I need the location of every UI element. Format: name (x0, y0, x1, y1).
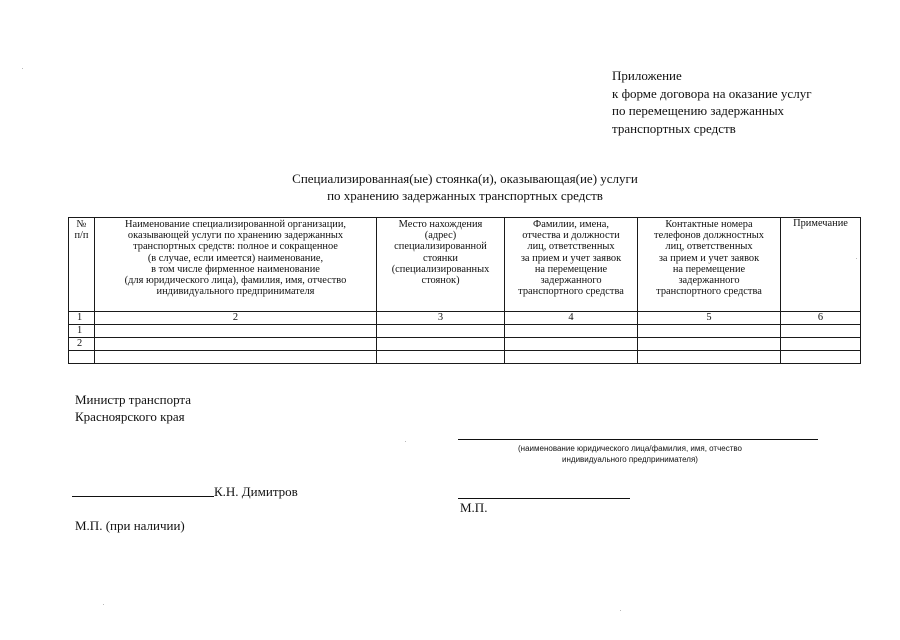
scan-speck (22, 68, 23, 69)
header-text: на перемещение (672, 263, 746, 275)
minister-title (75, 391, 191, 425)
table-cell (377, 351, 505, 364)
minister-line-2: Красноярского края (75, 409, 185, 424)
header-text: транспортного средства (656, 286, 762, 298)
header-text: индивидуального предпринимателя (156, 286, 315, 298)
table-cell (95, 325, 377, 338)
header-text: (в случае, если имеется) наименование, (147, 252, 324, 264)
header-text: Контактные номера (665, 219, 753, 230)
table-row (69, 351, 861, 364)
title-line-2: по хранению задержанных транспортных средств (327, 188, 603, 203)
header-text: телефонов должностных (654, 230, 764, 242)
header-text: (специализированных (391, 263, 490, 275)
header-text: задержанного (678, 275, 740, 287)
column-number: 2 (95, 312, 377, 325)
appendix-line: транспортных средств (612, 120, 736, 136)
table-header-row (69, 218, 861, 312)
legal-entity-signature-line (458, 439, 818, 440)
header-cell-location (377, 218, 505, 312)
column-number: 6 (781, 312, 861, 325)
document-title (150, 170, 780, 204)
header-text: оказывающей услуги по хранению задержанных (127, 230, 344, 242)
title-line-1: Специализированная(ые) стоянка(и), оказывающая(ие) услуги (292, 171, 638, 186)
table-cell (638, 325, 781, 338)
legal-note-line-2: индивидуального предпринимателя) (562, 455, 698, 464)
table-cell (69, 351, 95, 364)
minister-line-1: Министр транспорта (75, 392, 192, 407)
column-number: 4 (505, 312, 638, 325)
header-cell-contact-phones (638, 218, 781, 312)
column-number: 3 (377, 312, 505, 325)
header-text: Примечание (793, 218, 848, 229)
table-cell (377, 338, 505, 351)
right-signature-line (458, 498, 630, 499)
header-cell-responsible-persons (505, 218, 638, 312)
header-text: стоянки (423, 252, 458, 264)
stamp-place-right: М.П. (460, 500, 488, 515)
signer-name: К.Н. Димитров (214, 484, 298, 499)
table-cell (377, 325, 505, 338)
appendix-block (612, 67, 812, 137)
header-text: Наименование специализированной организации, (125, 219, 346, 230)
header-text: транспортного средства (518, 286, 624, 298)
table-cell (781, 338, 861, 351)
column-number: 5 (638, 312, 781, 325)
header-text: Место нахождения (398, 219, 483, 230)
table-cell (505, 338, 638, 351)
scan-speck (620, 610, 621, 611)
table-cell (638, 338, 781, 351)
table-cell (781, 351, 861, 364)
header-text: на перемещение (534, 263, 608, 275)
table-cell (505, 351, 638, 364)
parking-lots-table (68, 217, 861, 364)
table-cell (781, 325, 861, 338)
table-row (69, 325, 861, 338)
legal-note-line-1: (наименование юридического лица/фамилия, имя, отчество (518, 444, 742, 453)
header-text: в том числе фирменное наименование (151, 263, 320, 275)
legal-entity-caption (470, 443, 790, 465)
header-text: задержанного (540, 275, 602, 287)
table-cell (95, 338, 377, 351)
scan-speck (856, 258, 857, 259)
header-cell-note (781, 218, 861, 312)
appendix-line: к форме договора на оказание услуг (612, 85, 812, 101)
table-column-numbers-row (69, 312, 861, 325)
scan-speck (405, 441, 406, 442)
signature-blank-line (72, 495, 214, 497)
header-text: транспортных средств: полное и сокращенное (133, 241, 338, 253)
table-cell: 2 (69, 338, 95, 351)
header-text: лиц, ответственных (665, 241, 753, 253)
header-text: за прием и учет заявок (520, 252, 622, 264)
header-text: специализированной (394, 241, 487, 253)
scan-speck (103, 604, 104, 605)
header-text: лиц, ответственных (527, 241, 615, 253)
appendix-line: по перемещению задержанных (612, 103, 785, 118)
table-row (69, 338, 861, 351)
stamp-place-left: М.П. (при наличии) (75, 518, 185, 533)
header-cell-organization (95, 218, 377, 312)
header-text: отчества и должности (522, 230, 620, 242)
header-text: Фамилии, имена, (533, 219, 609, 230)
header-cell-number (69, 218, 95, 312)
column-number: 1 (69, 312, 95, 325)
table-cell: 1 (69, 325, 95, 338)
header-text: п/п (74, 230, 89, 242)
header-text: № (76, 219, 87, 230)
header-text: (для юридического лица), фамилия, имя, отчество (124, 275, 347, 287)
minister-signature (72, 484, 298, 500)
table-cell (95, 351, 377, 364)
header-text: стоянок) (421, 275, 460, 287)
header-text: (адрес) (424, 230, 457, 242)
table-cell (505, 325, 638, 338)
header-text: за прием и учет заявок (658, 252, 760, 264)
appendix-line: Приложение (612, 68, 682, 83)
table-cell (638, 351, 781, 364)
